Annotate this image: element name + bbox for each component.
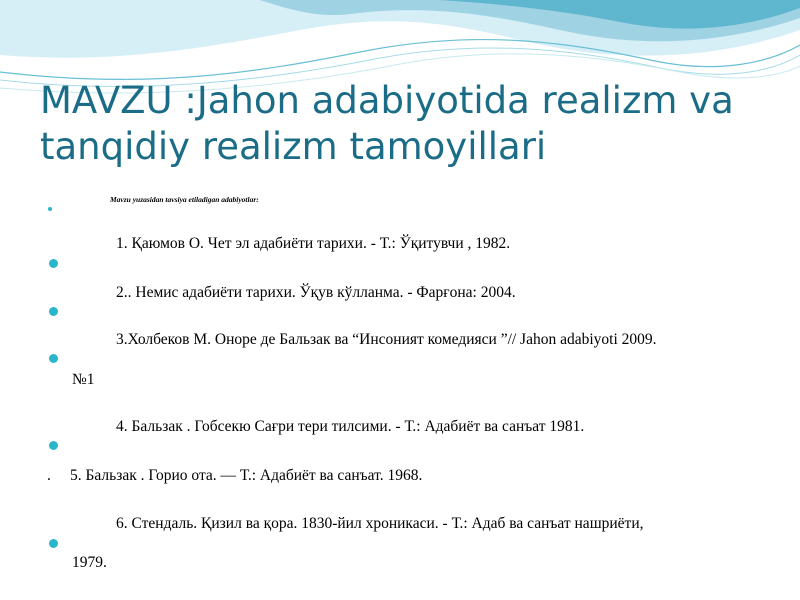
bullet-point (49, 354, 58, 363)
bullet-point (49, 259, 58, 268)
references-subtitle: Mavzu yuzasidan tavsiya etiladigan adabiyotlar: (110, 195, 259, 204)
bullet-point (49, 539, 58, 548)
reference-item: 4. Бальзак . Гобсекю Сағри тери тилсими. - Т.: Адабиёт ва санъат 1981. (116, 418, 585, 435)
bullet-point (48, 207, 52, 211)
reference-item: 5. Бальзак . Горио ота. — Т.: Адабиёт ва санъат. 1968. (70, 467, 423, 484)
reference-item: 2.. Немис адабиёти тарихи. Ўқув кўлланма. - Фарғона: 2004. (116, 284, 516, 301)
reference-item: 1. Қаюмов О. Чет эл адабиёти тарихи. - Т.: Ўқитувчи , 1982. (116, 235, 511, 252)
bullet-point (49, 441, 58, 450)
reference-item: 6. Стендаль. Қизил ва қора. 1830-йил хроникаси. - Т.: Адаб ва санъат нашриёти, (116, 515, 644, 532)
reference-item-continuation: 1979. (72, 554, 107, 571)
reference-item: 3.Холбеков М. Оноре де Бальзак ва “Инсоният комедияси ”// Jahon adabiyoti 2009. (116, 331, 657, 348)
reference-marker: . (47, 467, 51, 484)
slide-title: MAVZU :Jahon adabiyotida realizm va tanqidiy realizm tamoyillari (40, 79, 734, 168)
bullet-point (49, 307, 58, 316)
reference-item-continuation: №1 (72, 371, 95, 388)
